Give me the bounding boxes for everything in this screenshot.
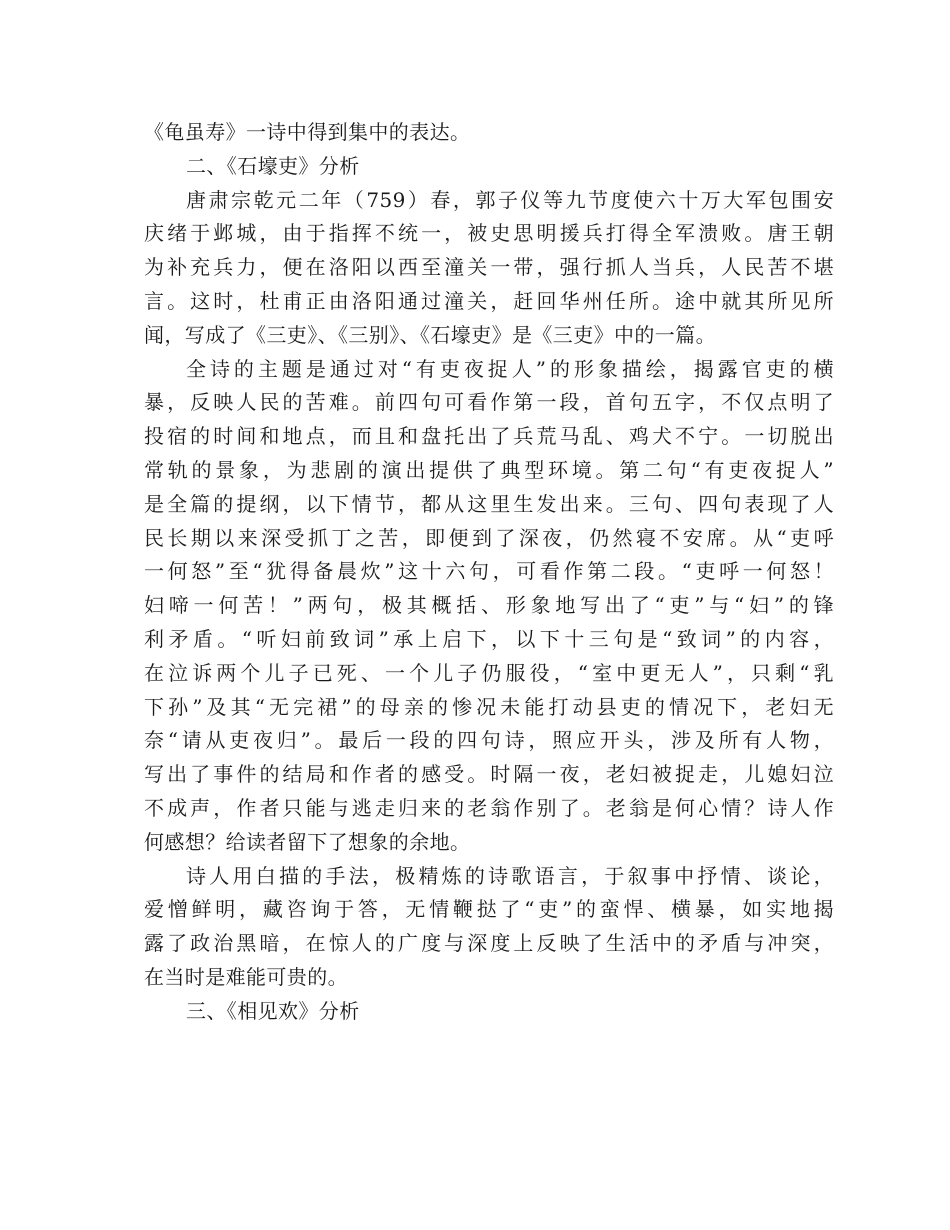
text-line: 庆绪于邺城，由于指挥不统一，被史思明援兵打得全军溃败。唐王朝 — [144, 221, 834, 246]
text-line: 暴，反映人民的苦难。前四句可看作第一段，首句五字，不仅点明了 — [144, 390, 834, 415]
text-line: 奈“请从吏夜归”。最后一段的四句诗，照应开头，涉及所有人物， — [144, 728, 834, 753]
text-line: 二、《石壕吏》分析 — [186, 153, 360, 178]
body-text — [144, 116, 834, 1029]
text-line: 全诗的主题是通过对“有吏夜捉人”的形象描绘，揭露官吏的横 — [186, 356, 834, 381]
text-line: 是全篇的提纲，以下情节，都从这里生发出来。三句、四句表现了人 — [144, 491, 834, 516]
text-line: 为补充兵力，便在洛阳以西至潼关一带，强行抓人当兵，人民苦不堪 — [144, 255, 834, 280]
text-line: 下孙”及其“无完裙”的母亲的惨况未能打动县吏的情况下，老妇无 — [144, 694, 834, 719]
text-line: 民长期以来深受抓丁之苦，即便到了深夜，仍然寝不安席。从“吏呼 — [144, 525, 834, 550]
text-line: 诗人用白描的手法，极精炼的诗歌语言，于叙事中抒情、谈论， — [186, 863, 834, 888]
text-line: 常轨的景象，为悲剧的演出提供了典型环境。第二句“有吏夜捉人” — [144, 457, 834, 482]
text-line: 妇啼一何苦！”两句，极其概括、形象地写出了“吏”与“妇”的锋 — [144, 593, 834, 618]
text-line: 何感想？给读者留下了想象的余地。 — [144, 829, 471, 854]
text-line: 利矛盾。“听妇前致词”承上启下，以下十三句是“致词”的内容， — [144, 626, 834, 651]
text-line: 在泣诉两个儿子已死、一个儿子仍服役，“室中更无人”，只剩“乳 — [144, 660, 834, 685]
text-line: 爱憎鲜明，藏咨询于答，无情鞭挞了“吏”的蛮悍、横暴，如实地揭 — [144, 897, 834, 922]
text-line: 露了政治黑暗，在惊人的广度与深度上反映了生活中的矛盾与冲突， — [144, 931, 834, 956]
text-line: 三、《相见欢》分析 — [186, 998, 360, 1023]
text-line: 在当时是难能可贵的。 — [144, 964, 348, 989]
text-line: 写出了事件的结局和作者的感受。时隔一夜，老妇被捉走，儿媳妇泣 — [144, 762, 834, 787]
text-line: 《龟虽寿》一诗中得到集中的表达。 — [144, 120, 471, 144]
text-line: 一何怒”至“犹得备晨炊”这十六句，可看作第二段。“吏呼一何怒！ — [144, 559, 834, 584]
text-line: 不成声，作者只能与逃走归来的老翁作别了。老翁是何心情？诗人作 — [144, 795, 834, 820]
text-line: 唐肃宗乾元二年（759）春，郭子仪等九节度使六十万大军包围安 — [186, 187, 834, 212]
text-line: 投宿的时间和地点，而且和盘托出了兵荒马乱、鸡犬不宁。一切脱出 — [144, 424, 834, 449]
text-line: 闻，写成了《三吏》、《三别》、《石壕吏》是《三吏》中的一篇。 — [144, 322, 716, 347]
text-line: 言。这时，杜甫正由洛阳通过潼关，赶回华州任所。途中就其所见所 — [144, 288, 834, 313]
